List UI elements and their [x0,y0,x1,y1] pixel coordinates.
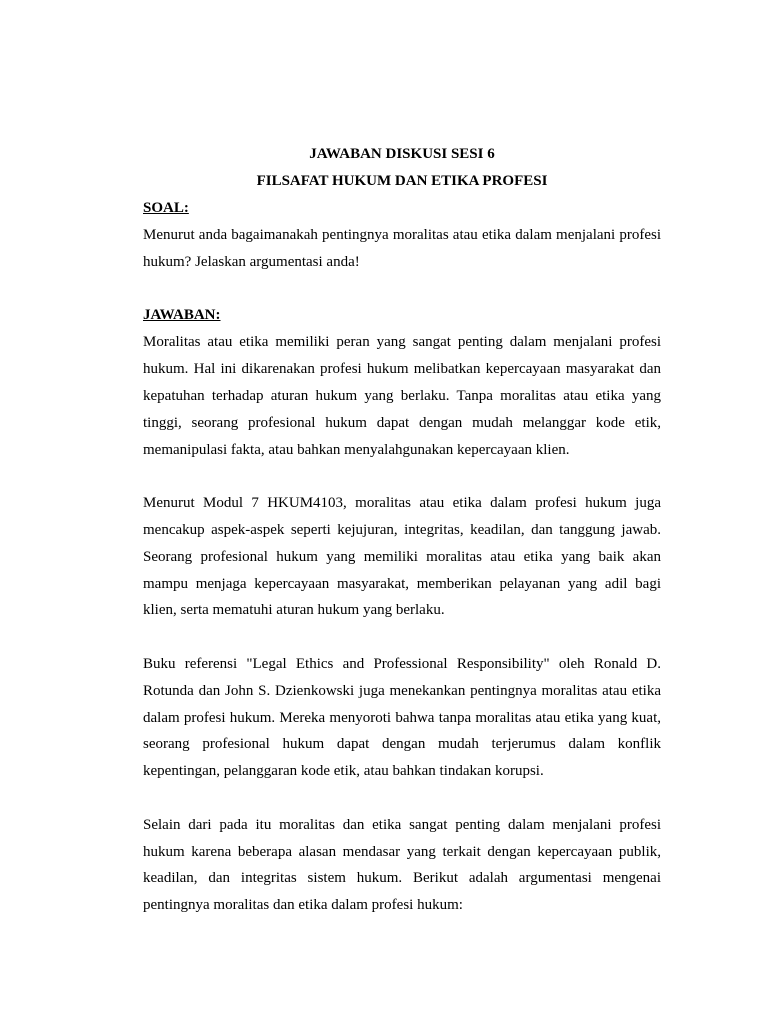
question-heading: SOAL: [143,200,189,216]
answer-paragraph-3: Buku referensi "Legal Ethics and Professional Responsibility" oleh Ronald D. Rotunda dan John S. Dzienkowski juga menekankan pentingnya moralitas atau etika dalam profesi hukum. Mereka menyoroti bahwa tanpa moralitas atau etika yang kuat, seorang profesional hukum dapat dengan mudah terjerumus dalam konflik kepentingan, pelanggaran kode etik, atau bahkan tindakan korupsi. [143,655,661,780]
answer-paragraph-1: Moralitas atau etika memiliki peran yang sangat penting dalam menjalani profesi hukum. Hal ini dikarenakan profesi hukum melibatkan kepercayaan masyarakat dan kepatuhan terhadap aturan hukum yang berlaku. Tanpa moralitas atau etika yang tinggi, seorang profesional hukum dapat dengan mudah melanggar kode etik, memanipulasi fakta, atau bahkan menyalahgunakan kepercayaan klien. [143,334,661,458]
spacer [143,785,661,812]
question-text: Menurut anda bagaimanakah pentingnya moralitas atau etika dalam menjalani profesi hukum? Jelaskan argumentasi anda! [143,227,661,270]
answer-paragraph-4: Selain dari pada itu moralitas dan etika sangat penting dalam menjalani profesi hukum karena beberapa alasan mendasar yang terkait dengan kepercayaan publik, keadilan, dan integritas sistem hukum. Berikut adalah argumentasi mengenai pentingnya moralitas dan etika dalam profesi hukum: [143,816,661,914]
spacer [143,463,661,490]
spacer [143,276,661,303]
answer-paragraph-2: Menurut Modul 7 HKUM4103, moralitas atau etika dalam profesi hukum juga mencakup aspek-aspek seperti kejujuran, integritas, keadilan, dan tanggung jawab. Seorang profesional hukum yang memiliki moralitas atau etika yang baik akan mampu menjaga kepercayaan masyarakat, memberikan pelayanan yang adil bagi klien, serta mematuhi aturan hukum yang berlaku. [143,495,661,619]
answer-heading: JAWABAN: [143,307,221,324]
document-title-line-1: JAWABAN DISKUSI SESI 6 [309,146,495,162]
document-page [143,141,661,919]
spacer [143,624,661,651]
document-title-line-2: FILSAFAT HUKUM DAN ETIKA PROFESI [256,173,548,189]
